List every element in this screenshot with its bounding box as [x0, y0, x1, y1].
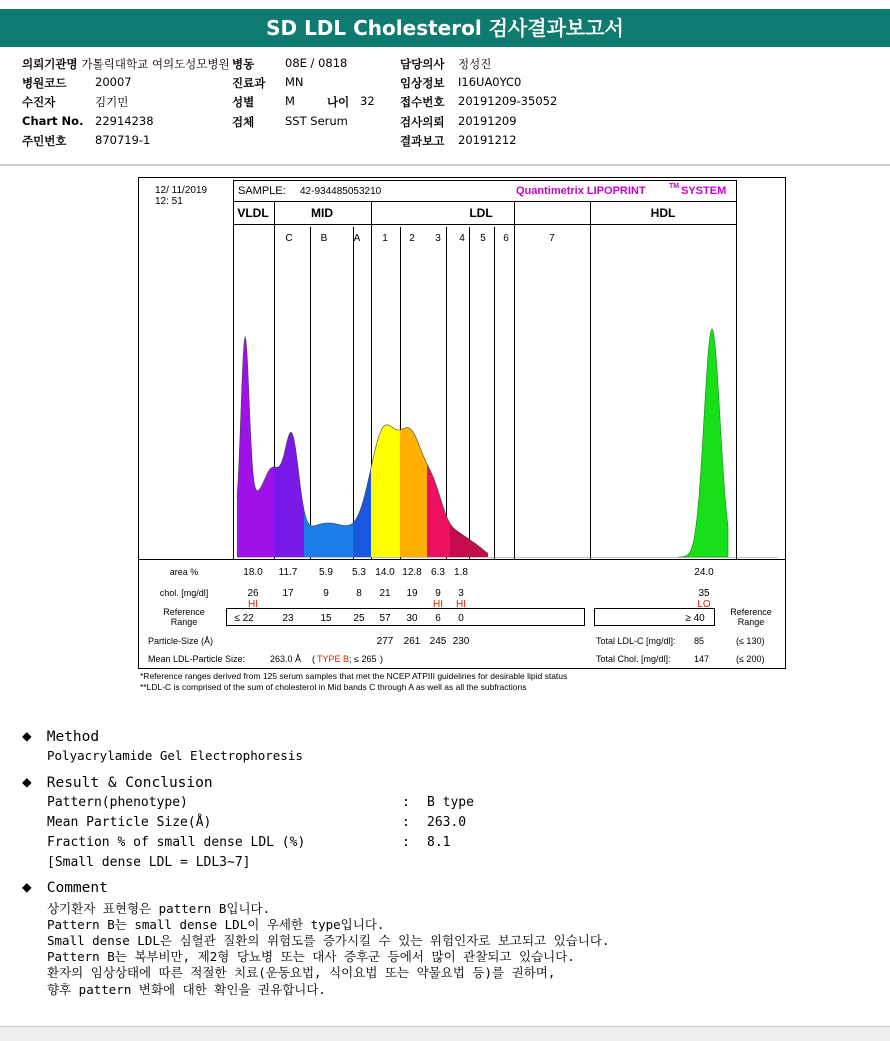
diamond-icon: ◆: [22, 877, 32, 896]
particle-label: Particle-Size (Å): [148, 636, 214, 646]
ref-label-right-2: Range: [737, 617, 765, 627]
area-value: 14.0: [375, 567, 395, 578]
diamond-icon: ◆: [22, 772, 32, 791]
result-label-pattern: Pattern(phenotype): [47, 795, 188, 810]
total-ldl-ref: (≤ 130): [736, 636, 765, 646]
dept-value: MN: [285, 75, 304, 89]
brand-name: Quantimetrix LIPOPRINT: [516, 185, 646, 197]
brand-suffix: SYSTEM: [681, 185, 727, 197]
particle-value: 261: [403, 636, 421, 647]
chol-value: 26: [247, 588, 259, 599]
method-text: Polyacrylamide Gel Electrophoresis: [47, 748, 303, 763]
band-label: 4: [459, 233, 465, 244]
chol-value: 21: [379, 588, 391, 599]
total-chol-value: 147: [694, 654, 710, 664]
result-title: Result & Conclusion: [46, 775, 213, 791]
comment-line: Small dense LDL은 심혈관 질환의 위험도를 증가시킬 수 있는 위험인자로 보고되고 있습니다.: [47, 933, 610, 948]
report-date-value: 20191212: [458, 133, 517, 147]
brand-tm: TM: [669, 183, 680, 190]
hospital-code-value: 20007: [95, 75, 132, 89]
mean-type: TYPE B: [317, 654, 350, 664]
chol-value: 8: [356, 588, 362, 599]
band-label: 2: [409, 233, 415, 244]
age-value: 32: [360, 94, 375, 108]
chol-value: 35: [698, 588, 710, 599]
ref-value: 0: [458, 613, 464, 624]
sex-label: 성별: [232, 95, 255, 109]
group-label: HDL: [650, 206, 676, 220]
area-label: area %: [169, 567, 199, 577]
area-value: 24.0: [694, 567, 714, 578]
run-time: 12: 51: [155, 196, 183, 207]
chart-label: Chart No.: [22, 114, 84, 128]
method-header: [22, 726, 99, 745]
mean-size-value: 263.0 Å: [270, 654, 302, 664]
mean-type-open: (: [312, 654, 315, 664]
sample-label: SAMPLE:: [238, 185, 286, 197]
ref-value: 15: [320, 613, 332, 624]
ref-value: 57: [379, 613, 391, 624]
band-label: A: [353, 233, 361, 244]
band-label: 5: [480, 233, 486, 244]
patient-label: 수진자: [22, 95, 56, 109]
band-label: C: [285, 233, 293, 244]
mean-size-label: Mean LDL-Particle Size:: [148, 654, 246, 664]
area-value: 18.0: [243, 567, 263, 578]
band-label: 7: [549, 233, 555, 244]
receipt-value: 20191209-35052: [458, 94, 558, 108]
comment-header: [22, 877, 108, 896]
ref-label-line2: Range: [170, 617, 198, 627]
result-colon: :: [402, 835, 410, 850]
report-date-label: 결과보고: [400, 134, 445, 148]
footer-bar: [0, 1026, 890, 1041]
result-header: [22, 772, 213, 791]
area-value: 1.8: [454, 567, 468, 578]
area-value: 12.8: [402, 567, 422, 578]
area-value: 6.3: [431, 567, 445, 578]
area-value: 5.3: [352, 567, 366, 578]
patient-value: 김기민: [95, 95, 129, 109]
footnote-1: *Reference ranges derived from 125 serum samples that met the NCEP ATPIII guidelines for desirable lipid status: [140, 671, 568, 681]
result-value-size: 263.0: [427, 815, 467, 830]
result-colon: :: [402, 815, 410, 830]
request-label: 검사의뢰: [400, 115, 445, 129]
footnote-2: **LDL-C is comprised of the sum of cholesterol in Mid bands C through A as well as all the subfractions: [140, 682, 527, 692]
doctor-label: 담당의사: [400, 57, 445, 71]
group-label: VLDL: [237, 206, 269, 220]
particle-value: 245: [429, 636, 447, 647]
ward-label: 병동: [232, 57, 255, 71]
group-label: MID: [311, 206, 333, 220]
band-label: 6: [503, 233, 509, 244]
band-label: B: [320, 233, 328, 244]
ref-label-line1: Reference: [163, 607, 205, 617]
chol-value: 9: [435, 588, 441, 599]
request-value: 20191209: [458, 114, 517, 128]
ref-value: 6: [435, 613, 441, 624]
particle-value: 230: [452, 636, 470, 647]
comment-title: Comment: [46, 880, 108, 896]
id-label: 주민번호: [22, 134, 67, 148]
institution-value: 가톨릭대학교 여의도성모병원: [81, 57, 230, 71]
mean-type-close: ): [380, 654, 383, 664]
report-title: SD LDL Cholesterol 검사결과보고서: [0, 9, 890, 47]
patient-info: [22, 54, 882, 154]
ref-value: ≤ 22: [234, 613, 254, 624]
age-label: 나이: [327, 95, 350, 109]
result-label-fraction: Fraction % of small dense LDL (%): [47, 835, 306, 850]
chol-flag: HI: [456, 599, 466, 610]
chol-value: 19: [406, 588, 418, 599]
comment-line: Pattern B는 복부비만, 제2형 당뇨병 또는 대사 증후군 등에서 많이 관찰되고 있습니다.: [47, 949, 575, 964]
chol-flag: HI: [248, 599, 258, 610]
specimen-label: 검체: [232, 115, 255, 129]
chol-label: chol. [mg/dl]: [159, 588, 209, 598]
total-ldl-label: Total LDL-C [mg/dl]:: [596, 636, 676, 646]
chart-value: 22914238: [95, 114, 154, 128]
result-colon: :: [402, 795, 410, 810]
comment-line: Pattern B는 small dense LDL이 우세한 type입니다.: [47, 917, 385, 932]
comment-line: 환자의 임상상태에 따른 적절한 치료(운동요법, 식이요법 또는 약물요법 등)를 권하며,: [47, 965, 556, 980]
header-divider: [0, 164, 890, 166]
clinical-value: I16UA0YC0: [458, 75, 522, 89]
id-value: 870719-1: [95, 133, 151, 147]
comment-line: 상기환자 표현형은 pattern B입니다.: [47, 901, 271, 916]
mean-ref: ≤ 265: [354, 654, 377, 664]
particle-value: 277: [376, 636, 394, 647]
diamond-icon: ◆: [22, 726, 32, 745]
chol-value: 3: [458, 588, 464, 599]
chol-flag: HI: [433, 599, 443, 610]
total-chol-label: Total Chol. [mg/dl]:: [596, 654, 671, 664]
ref-value: 30: [406, 613, 418, 624]
chol-value: 9: [323, 588, 329, 599]
group-label: LDL: [469, 206, 493, 220]
ref-value: 25: [353, 613, 365, 624]
area-value: 11.7: [278, 567, 298, 578]
band-label: 3: [435, 233, 441, 244]
result-value-fraction: 8.1: [427, 835, 451, 850]
institution-label: 의뢰기관명: [22, 57, 78, 71]
run-date: 12/ 11/2019: [155, 185, 208, 196]
specimen-value: SST Serum: [285, 114, 348, 128]
area-value: 5.9: [319, 567, 333, 578]
result-value-pattern: B type: [427, 795, 474, 810]
chol-flag: LO: [697, 599, 711, 610]
method-title: Method: [46, 729, 100, 745]
ref-label-right-1: Reference: [730, 607, 772, 617]
dept-label: 진료과: [232, 76, 266, 90]
chol-value: 17: [282, 588, 294, 599]
sample-value: 42-934485053210: [300, 186, 382, 197]
doctor-value: 정성진: [458, 57, 492, 71]
institution-row: [22, 56, 230, 72]
band-label: 1: [382, 233, 388, 244]
sex-value: M: [285, 94, 295, 108]
result-note: [Small dense LDL = LDL3~7]: [47, 855, 251, 870]
comment-line: 향후 pattern 변화에 대한 확인을 권유합니다.: [47, 982, 326, 997]
clinical-label: 임상정보: [400, 76, 445, 90]
total-chol-ref: (≤ 200): [736, 654, 765, 664]
hospital-code-label: 병원코드: [22, 76, 67, 90]
mean-type-sep: ;: [349, 654, 352, 664]
lipoprint-chart: [138, 177, 786, 695]
result-label-size: Mean Particle Size(Å): [47, 815, 212, 830]
ward-value: 08E / 0818: [285, 56, 348, 70]
total-ldl-value: 85: [694, 636, 705, 646]
receipt-label: 접수번호: [400, 95, 445, 109]
hdl-ref-value: ≥ 40: [685, 613, 705, 624]
ref-value: 23: [282, 613, 294, 624]
